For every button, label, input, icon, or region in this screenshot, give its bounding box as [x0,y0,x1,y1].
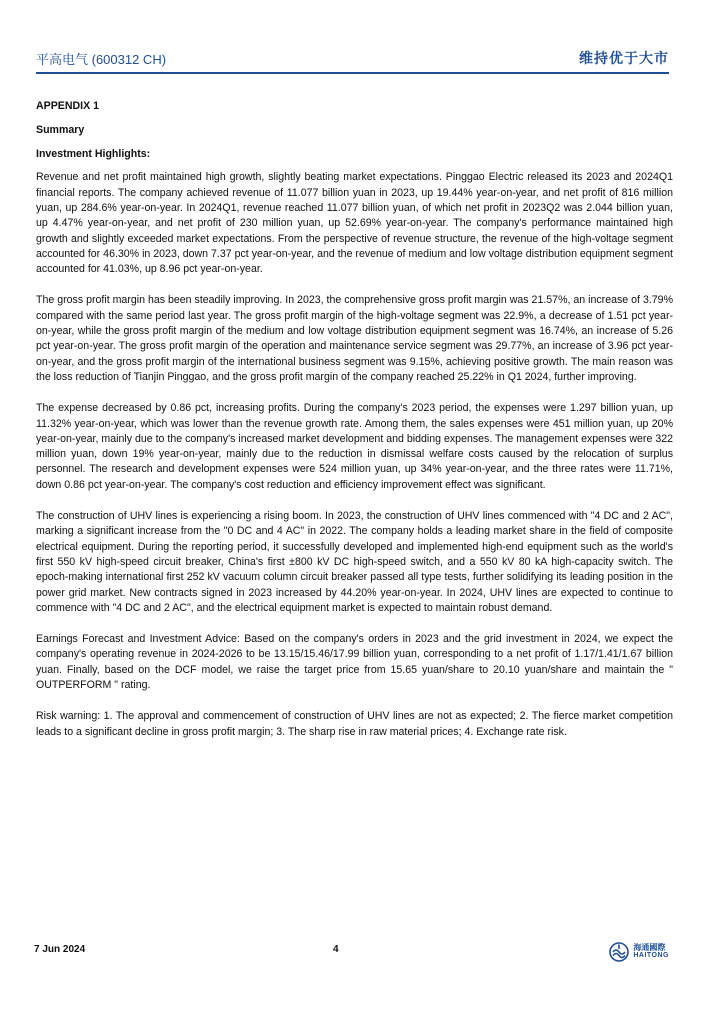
paragraph-revenue: Revenue and net profit maintained high growth, slightly beating market expectations. Pinggao Electric released its 2023 and 2024Q1 financial reports. The company achieved revenue of 11.077 billion yuan in 2023, up 19.44% year-on-year, and net profit of 816 million yuan, up 284.6% year-on-year. In 2024Q1, revenue reached 11.077 billion yuan, of which net profit in 2023Q2 was 2.044 billion yuan, up 4.47% year-on-year, and net profit of 230 million yuan, up 52.69% year-on-year. The company's performance maintained high growth and slightly exceeded market expectations. From the perspective of revenue structure, the revenue of the high-voltage segment accounted for 46.30% in 2023, down 7.37 pct year-on-year, and the revenue of medium and low voltage distribution equipment segment accounted for 41.03%, up 8.96 pct year-on-year. [36,171,673,276]
haitong-logo [609,942,669,962]
appendix-heading: APPENDIX 1 [36,100,99,112]
paragraph-expenses: The expense decreased by 0.86 pct, increasing profits. During the company's 2023 period, the expenses were 1.297 billion yuan, up 11.32% year-on-year, which was lower than the revenue growth rate. Among them, the sales expenses were 451 million yuan, up 20% year-on-year, mainly due to the company's increased market development and bidding expenses. The management expenses were 322 million yuan, down 19% year-on-year, mainly due to the reduction in dismissal welfare costs caused by the relocation of surplus personnel. The research and development expenses were 524 million yuan, up 34% year-on-year, and the three rates were 11.71%, down 0.86 pct year-on-year. The company's cost reduction and efficiency improvement effect was significant. [36,402,673,491]
report-date: 7 Jun 2024 [34,944,86,955]
haitong-logo-icon [609,942,629,962]
paragraph-forecast: Earnings Forecast and Investment Advice: Based on the company's orders in 2023 and the grid investment in 2024, we expect the company's operating revenue in 2024-2026 to be 13.15/15.46/17.99 billion yuan, corresponding to a net profit of 1.17/1.41/1.67 billion yuan. Finally, based on the DCF model, we raise the target price from 15.65 yuan/share to 20.10 yuan/share and maintain the " OUTPERFORM " rating. [36,633,673,691]
summary-heading: Summary [36,123,85,136]
page-footer [34,942,669,966]
rating-slogan: 维持优于大市 [579,50,669,66]
highlights-heading: Investment Highlights: [36,147,151,160]
company-ticker: 平高电气 (600312 CH) [36,52,167,67]
paragraph-risk: Risk warning: 1. The approval and commencement of construction of UHV lines are not as expected; 2. The fierce market competition leads to a significant decline in gross profit margin; 3. The sharp rise in raw material prices; 4. Exchange rate risk. [36,710,673,738]
report-body [36,99,673,756]
logo-chinese-text: 海通國際 [633,943,666,952]
page-number: 4 [333,944,339,955]
logo-english-text: HAITONG [633,952,669,959]
header-divider [36,72,669,74]
paragraph-gross-margin: The gross profit margin has been steadily improving. In 2023, the comprehensive gross profit margin was 21.57%, an increase of 3.79% compared with the same period last year. The gross profit margin of the high-voltage segment was 22.9%, a decrease of 1.51 pct year-on-year, while the gross profit margin of the medium and low voltage distribution equipment segment was 16.74%, an increase of 5.26 pct year-on-year. The gross profit margin of the operation and maintenance service segment was 29.77%, an increase of 3.96 pct year-on-year, and the gross profit margin of the international business segment was 9.15%, achieving positive growth. The main reason was the loss reduction of Tianjin Pinggao, and the gross profit margin of the company reached 25.22% in Q1 2024, further improving. [36,294,673,383]
paragraph-uhv: The construction of UHV lines is experiencing a rising boom. In 2023, the construction of UHV lines commenced with "4 DC and 2 AC", marking a significant increase from the "0 DC and 4 AC" in 2022. The company holds a leading market share in the field of composite electrical equipment. During the reporting period, it successfully developed and implemented high-end equipment such as the world's first 550 kV high-speed circuit breaker, China's first ±800 kV DC high-speed switch, and a 550 kV 80 kA high-capacity switch. The epoch-making international first 252 kV vacuum column circuit breaker passed all type tests, further solidifying its leading position in the power grid market. New contracts signed in 2023 increased by 44.20% year-on-year. In 2024, UHV lines are expected to continue to commence with "4 DC and 2 AC", and the electrical equipment market is expected to maintain robust demand. [36,510,673,614]
